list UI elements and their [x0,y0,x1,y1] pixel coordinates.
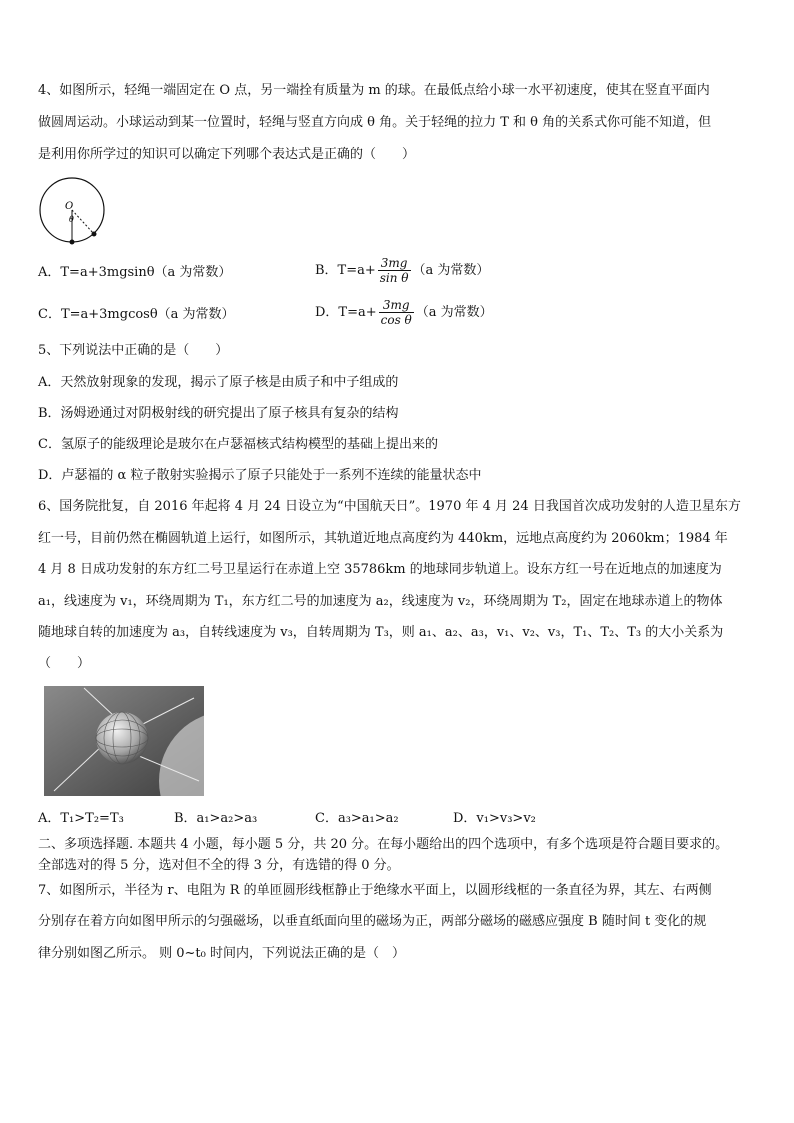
q4-option-c: C．T=a+3mgcosθ（a 为常数） [38,307,235,322]
q7-stem-line-2: 分别存在着方向如图甲所示的匀强磁场，以垂直纸面向里的磁场为正，两部分磁场的磁感应强度 B 随时间 t 变化的规 [38,914,707,929]
q6-option-a: A．T₁>T₂=T₃ [38,811,124,826]
lowest-point-dot [70,240,75,245]
fraction-numerator: 3mg [378,256,411,271]
q4-option-b-prefix: B．T=a+ [315,263,376,278]
theta-label: θ [69,215,74,224]
q6-stem-line-6: （ ） [38,656,91,671]
satellite-photo [44,686,204,796]
q4-option-d [315,298,493,327]
q5-option-c: C．氢原子的能级理论是玻尔在卢瑟福核式结构模型的基础上提出来的 [38,437,438,452]
q4-stem-line-1: 4、如图所示，轻绳一端固定在 O 点，另一端拴有质量为 m 的球。在最低点给小球一水平初速度，使其在竖直平面内 [38,83,710,98]
q4-stem-line-3: 是利用你所学过的知识可以确定下列哪个表达式是正确的（ ） [38,147,416,162]
q5-option-b: B．汤姆逊通过对阴极射线的研究提出了原子核具有复杂的结构 [38,406,399,421]
q6-stem-line-2: 红一号，目前仍然在椭圆轨道上运行，如图所示，其轨道近地点高度约为 440km，远地点高度约为 2060km；1984 年 [38,531,728,546]
pendulum-circle-figure [38,176,110,248]
q7-stem-line-1: 7、如图所示，半径为 r、电阻为 R 的单匝圆形线框静止于绝缘水平面上，以圆形线框的一条直径为界，其左、右两侧 [38,883,712,898]
q4-option-a: A．T=a+3mgsinθ（a 为常数） [38,265,232,280]
ball-dot [92,232,97,237]
q4-option-d-prefix: D．T=a+ [315,305,377,320]
q6-stem-line-4: a₁，线速度为 v₁，环绕周期为 T₁，东方红二号的加速度为 a₂，线速度为 v₂，环绕周期为 T₂，固定在地球赤道上的物体 [38,594,723,609]
satellite-illustration [44,686,204,796]
q6-option-c: C．a₃>a₁>a₂ [315,811,399,826]
section-2-heading-line-1: 二、多项选择题. 本题共 4 小题，每小题 5 分，共 20 分。在每小题给出的四个选项中，有多个选项是符合题目要求的。 [38,837,729,852]
q4-option-b-fraction [378,256,411,285]
q4-stem-line-2: 做圆周运动。小球运动到某一位置时，轻绳与竖直方向成 θ 角。关于轻绳的拉力 T 和 θ 角的关系式你可能不知道，但 [38,115,712,130]
fraction-denominator: sin θ [379,271,409,285]
q5-option-d: D．卢瑟福的 α 粒子散射实验揭示了原子只能处于一系列不连续的能量状态中 [38,468,482,483]
point-o-label: O [65,201,74,212]
section-2-heading-line-2: 全部选对的得 5 分，选对但不全的得 3 分，有选错的得 0 分。 [38,858,400,873]
q4-option-b [315,256,489,285]
q4-option-b-suffix: （a 为常数） [412,263,490,278]
q5-option-a: A．天然放射现象的发现，揭示了原子核是由质子和中子组成的 [38,375,399,390]
q4-option-d-fraction [379,298,414,327]
q7-stem-line-3: 律分别如图乙所示。 则 0~t₀ 时间内，下列说法正确的是（ ） [38,946,405,961]
q6-option-d: D．v₁>v₃>v₂ [453,811,536,826]
q4-option-d-suffix: （a 为常数） [415,305,493,320]
q5-stem: 5、下列说法中正确的是（ ） [38,343,229,358]
fraction-numerator: 3mg [379,298,414,313]
q6-option-b: B．a₁>a₂>a₃ [174,811,258,826]
fraction-denominator: cos θ [380,313,412,327]
q6-stem-line-3: 4 月 8 日成功发射的东方红二号卫星运行在赤道上空 35786km 的地球同步轨道上。设东方红一号在近地点的加速度为 [38,562,722,577]
q6-stem-line-5: 随地球自转的加速度为 a₃，自转线速度为 v₃，自转周期为 T₃，则 a₁、a₂、a₃，v₁、v₂、v₃，T₁、T₂、T₃ 的大小关系为 [38,625,724,640]
rope-line [72,210,94,234]
q6-stem-line-1: 6、国务院批复，自 2016 年起将 4 月 24 日设立为“中国航天日”。1970 年 4 月 24 日我国首次成功发射的人造卫星东方 [38,499,741,514]
